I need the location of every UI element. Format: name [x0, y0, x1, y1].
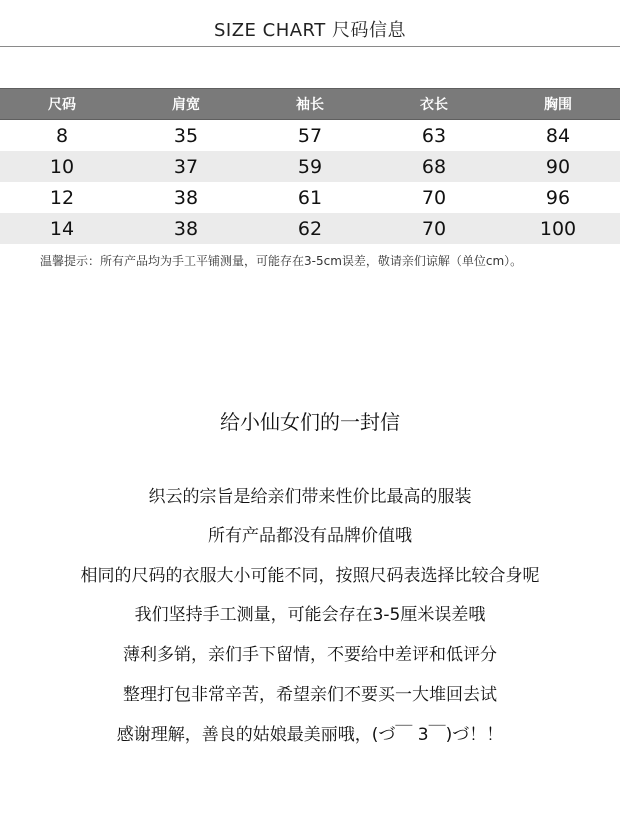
- table-cell: 10: [0, 151, 124, 182]
- letter-line: 相同的尺码的衣服大小可能不同，按照尺码表选择比较合身呢: [80, 566, 540, 586]
- table-cell: 12: [49, 186, 75, 209]
- table-cell: 96: [545, 186, 571, 209]
- table-cell: 63: [421, 124, 447, 147]
- table-cell: 37: [124, 151, 248, 182]
- letter-title: 给小仙女们的一封信: [220, 410, 400, 434]
- table-cell: 61: [297, 186, 323, 209]
- table-cell: 90: [496, 151, 620, 182]
- table-row: [0, 120, 620, 152]
- table-row: [0, 182, 620, 213]
- table-cell: 70: [372, 213, 496, 244]
- letter-line: 我们坚持手工测量，可能会存在3-5厘米误差哦: [134, 605, 486, 625]
- title-divider: [0, 46, 620, 47]
- table-row: [0, 213, 620, 244]
- table-cell: 8: [55, 124, 69, 147]
- table-cell: 38: [124, 213, 248, 244]
- table-cell: 57: [297, 124, 323, 147]
- size-chart-table: [0, 88, 620, 244]
- letter-line: 整理打包非常辛苦，希望亲们不要买一大堆回去试: [123, 685, 497, 705]
- page-title: [0, 16, 620, 42]
- column-header-shoulder: 肩宽: [124, 89, 248, 120]
- table-header-row: [0, 89, 620, 120]
- measurement-note: 温馨提示：所有产品均为手工平铺测量，可能存在3-5cm误差，敬请亲们谅解（单位cm）。: [40, 254, 523, 268]
- column-header-size: 尺码: [0, 89, 124, 120]
- table-cell: 38: [173, 186, 199, 209]
- title-english: SIZE CHART: [213, 20, 326, 41]
- letter-line: 薄利多销，亲们手下留情，不要给中差评和低评分: [123, 645, 497, 665]
- letter-line: 所有产品都没有品牌价值哦: [208, 526, 412, 546]
- column-header-chest: 胸围: [496, 89, 620, 120]
- table-cell: 68: [372, 151, 496, 182]
- letter-line: 感谢理解，善良的姑娘最美丽哦，(づ￣ 3￣)づ！！: [116, 725, 504, 745]
- table-cell: 100: [496, 213, 620, 244]
- column-header-sleeve: 袖长: [248, 89, 372, 120]
- title-chinese: 尺码信息: [332, 20, 406, 41]
- column-header-length: 衣长: [372, 89, 496, 120]
- table-cell: 35: [173, 124, 199, 147]
- table-cell: 14: [0, 213, 124, 244]
- table-row: [0, 151, 620, 182]
- letter-line: 织云的宗旨是给亲们带来性价比最高的服装: [148, 487, 472, 507]
- table-cell: 62: [248, 213, 372, 244]
- table-cell: 70: [421, 186, 447, 209]
- table-cell: 59: [248, 151, 372, 182]
- table-cell: 84: [545, 124, 571, 147]
